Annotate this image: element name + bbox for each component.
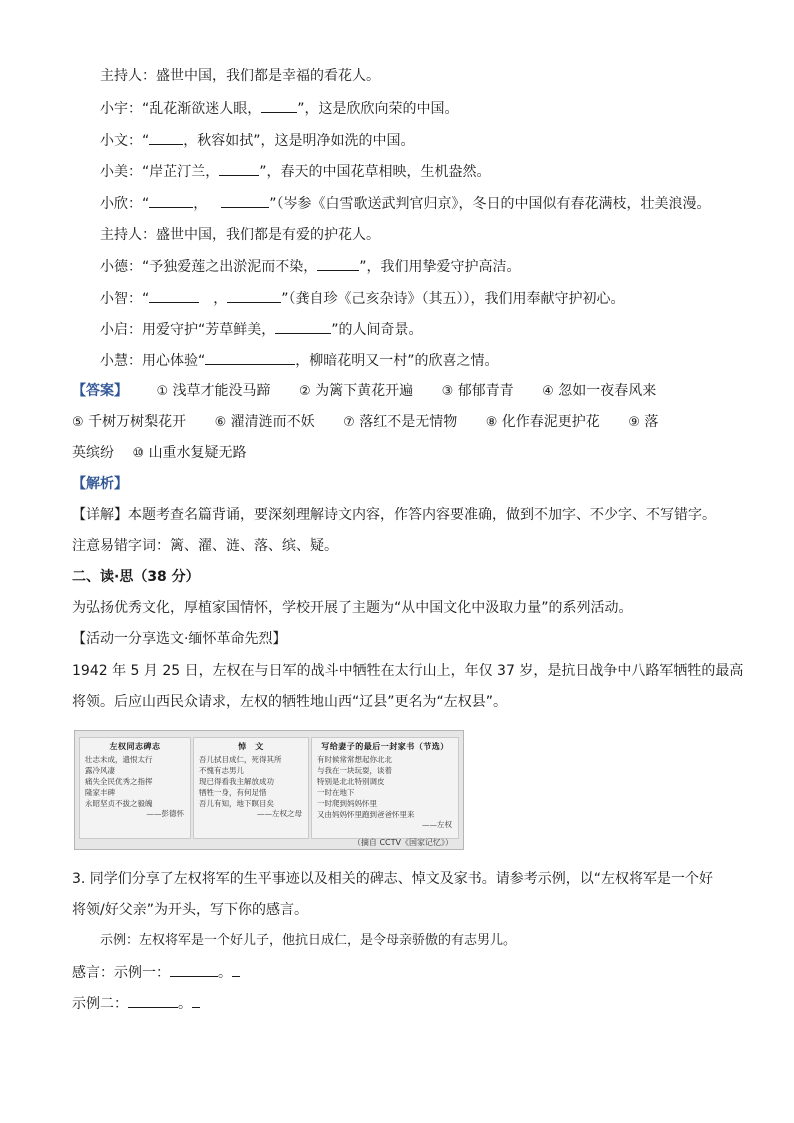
dialogue-line-xiaode xyxy=(100,256,521,277)
memorial-texts-image xyxy=(74,730,464,850)
response-line-2 xyxy=(72,993,200,1014)
section-heading: 二、读·思（38 分） xyxy=(72,569,200,585)
panel-signature: ——左权 xyxy=(422,820,452,829)
answer-item: 落红不是无情物 xyxy=(359,414,458,430)
panel-signature: ——左权之母 xyxy=(257,809,302,818)
letter-panel xyxy=(311,737,459,839)
answer-number: ④ xyxy=(542,384,554,399)
answer-number: ⑤ xyxy=(72,415,84,430)
answer-number: ③ xyxy=(441,384,454,399)
dialogue-line-xiaoyu xyxy=(100,98,459,119)
answer-item: 浅草才能没马蹄 xyxy=(172,383,271,399)
text-segment: ，柳暗花明又一村”的欣喜之情。 xyxy=(295,353,499,369)
question-line: 将领/好父亲”为开头，写下你的感言。 xyxy=(72,902,308,918)
answer-blank xyxy=(205,350,295,365)
answer-row-1 xyxy=(72,381,656,402)
answer-number: ⑥ xyxy=(214,415,227,430)
panel-line: 一时爬到妈妈怀里 xyxy=(317,799,377,808)
text-segment: 小宇：“乱花渐欲迷人眼， xyxy=(100,101,262,117)
text-segment: ，秋容如拭”，这是明净如洗的中国。 xyxy=(183,133,415,149)
text-segment: ”，春天的中国花草相映，生机盎然。 xyxy=(259,164,491,180)
answer-number: ⑩ xyxy=(132,446,145,461)
answer-item: 郁郁青青 xyxy=(457,383,514,399)
text-segment: 。 xyxy=(218,965,232,981)
answer-row-3 xyxy=(72,443,247,464)
section-intro: 为弘扬优秀文化，厚植家国情怀，学校开展了主题为“从中国文化中汲取力量”的系列活动。 xyxy=(72,600,633,616)
paragraph-line: 1942 年 5 月 25 日，左权在与日军的战斗中牺牲在太行山上，年仅 37 岁，是抗日战争中八路军牺牲的最高 xyxy=(72,663,744,679)
text-segment: ”的人间奇景。 xyxy=(331,322,423,338)
panel-line: 牺牲一身，有何足惜 xyxy=(199,788,267,797)
answer-item: 英缤纷 xyxy=(72,445,114,461)
response-label: 示例二： xyxy=(72,996,128,1012)
panel-line: 特别是北北特别调皮 xyxy=(317,777,385,786)
response-line-1 xyxy=(72,962,240,983)
text-segment: 小德：“予独爱莲之出淤泥而不染， xyxy=(100,259,318,275)
text-segment: ”，这是欣欣向荣的中国。 xyxy=(297,101,459,117)
answer-blank xyxy=(227,288,281,303)
panel-line: 与我在一块玩耍，谈着 xyxy=(317,766,392,775)
panel-title: 左权同志碑志 xyxy=(109,742,161,751)
panel-line: 壮志未成，遗恨太行 xyxy=(85,755,153,764)
panel-line: 永昭坚贞不拔之毅魄 xyxy=(85,799,153,808)
panel-line: 又由妈妈怀里跑到爸爸怀里来 xyxy=(317,810,415,819)
answer-number: ② xyxy=(299,384,311,399)
text-segment: ”（岑参《白雪歌送武判官归京》，冬日的中国似有春花满枝，壮美浪漫。 xyxy=(269,196,711,212)
answer-blank xyxy=(149,193,193,208)
panel-title: 写给妻子的最后一封家书（节选） xyxy=(321,742,449,751)
paragraph-line: 将领。后应山西民众请求，左权的牺牲地山西“辽县”更名为“左权县”。 xyxy=(72,694,508,710)
answer-blank xyxy=(149,130,183,145)
activity-heading: 【活动一分享选文·缅怀革命先烈】 xyxy=(72,631,287,647)
answer-blank xyxy=(317,256,359,271)
answer-blank xyxy=(261,98,297,113)
answer-item: 为篱下黄花开遍 xyxy=(315,383,414,399)
answer-blank[interactable] xyxy=(128,993,178,1008)
panel-line: 隆家丰碑 xyxy=(85,788,115,797)
analysis-tag: 【解析】 xyxy=(72,476,128,492)
dialogue-line-host-1: 主持人：盛世中国，我们都是幸福的看花人。 xyxy=(100,68,380,84)
answer-item: 山重水复疑无路 xyxy=(148,445,247,461)
answer-item: 落 xyxy=(644,414,659,430)
dialogue-line-xiaoxin xyxy=(100,193,711,214)
dialogue-line-xiaohui xyxy=(100,350,499,371)
answer-item: 濯清涟而不妖 xyxy=(230,414,315,430)
answer-blank-tail xyxy=(192,993,200,1008)
response-label: 感言：示例一： xyxy=(72,965,170,981)
answer-number: ⑨ xyxy=(628,415,640,430)
text-segment: 小文：“ xyxy=(100,133,150,149)
panel-line: 吾儿有知，地下瞑目矣 xyxy=(199,799,274,808)
answer-number: ① xyxy=(156,384,169,399)
inscription-panel xyxy=(79,737,191,839)
panel-line: 现已得看我主解放成功 xyxy=(199,777,274,786)
answer-item: 化作春泥更护花 xyxy=(501,414,600,430)
text-segment: 小欣：“ xyxy=(100,196,150,212)
analysis-note: 注意易错字词：篱、濯、涟、落、缤、疑。 xyxy=(72,538,338,554)
answer-item: 忽如一夜春风来 xyxy=(558,383,657,399)
dialogue-line-xiaomei xyxy=(100,161,491,182)
dialogue-line-xiaowen xyxy=(100,130,415,151)
question-line: 3. 同学们分享了左权将军的生平事迹以及相关的碑志、悼文及家书。请参考示例，以“左权将军是一个好 xyxy=(72,871,714,887)
panel-line: 吾儿拭目成仁，死得其所 xyxy=(199,755,282,764)
answer-blank xyxy=(149,288,199,303)
answer-blank xyxy=(275,319,331,334)
answer-row-2 xyxy=(72,412,658,433)
panel-line: 露冷风凄 xyxy=(85,766,115,775)
answer-blank-tail xyxy=(232,962,240,977)
answer-blank[interactable] xyxy=(170,962,218,977)
dialogue-line-xiaozhi xyxy=(100,288,625,309)
analysis-detail: 【详解】本题考查名篇背诵，要深刻理解诗文内容，作答内容要准确，做到不加字、不少字、不写错字。 xyxy=(72,507,716,523)
answer-number: ⑧ xyxy=(485,415,498,430)
answer-tag: 【答案】 xyxy=(72,383,128,399)
example-text: 示例：左权将军是一个好儿子，他抗日成仁，是令母亲骄傲的有志男儿。 xyxy=(100,933,517,948)
text-segment: 小美：“岸芷汀兰， xyxy=(100,164,220,180)
panel-line: 不愧有志男儿 xyxy=(199,766,244,775)
answer-blank xyxy=(221,193,269,208)
dialogue-line-host-2: 主持人：盛世中国，我们都是有爱的护花人。 xyxy=(100,227,380,243)
eulogy-panel xyxy=(193,737,309,839)
text-segment: 小启：用爱守护“芳草鲜美， xyxy=(100,322,276,338)
text-segment: 小慧：用心体验“ xyxy=(100,353,206,369)
panel-signature: ——彭德怀 xyxy=(146,809,184,818)
text-segment: ， xyxy=(213,291,228,307)
panel-title: 悼 文 xyxy=(238,742,264,751)
text-segment: 小智：“ xyxy=(100,291,150,307)
text-segment: ”（龚自珍《己亥杂诗》（其五）），我们用奉献守护初心。 xyxy=(281,291,625,307)
panel-line: 一时在地下 xyxy=(317,788,355,797)
text-segment: ”，我们用挚爱守护高洁。 xyxy=(359,259,521,275)
image-credit: （摘自 CCTV《国家记忆》） xyxy=(352,838,453,847)
text-segment: 。 xyxy=(178,996,192,1012)
answer-item: 千树万树梨花开 xyxy=(88,414,187,430)
panel-line: 痛失全民优秀之指挥 xyxy=(85,777,153,786)
text-segment: ， xyxy=(193,196,208,212)
answer-blank xyxy=(219,161,259,176)
panel-line: 有时候常常想起你北北 xyxy=(317,755,392,764)
dialogue-line-xiaoqi xyxy=(100,319,423,340)
answer-number: ⑦ xyxy=(343,415,355,430)
